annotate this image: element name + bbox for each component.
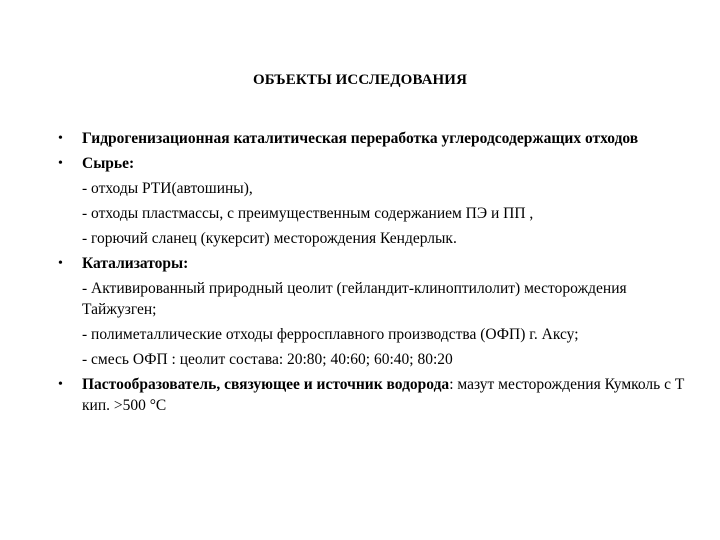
sub-item: - Активированный природный цеолит (гейландит-клиноптилолит) месторождения Тайжузген; — [82, 280, 627, 318]
catalysts-sublist — [58, 278, 698, 370]
item-heading: Гидрогенизационная каталитическая переработка углеродсодержащих отходов — [82, 130, 639, 147]
bullet-icon: • — [58, 156, 63, 171]
slide-content — [58, 128, 698, 416]
sub-item: - отходы пластмассы, с преимущественным содержанием ПЭ и ПП , — [82, 205, 534, 222]
slide-title: ОБЪЕКТЫ ИССЛЕДОВАНИЯ — [252, 72, 468, 88]
list-item-catalysts — [58, 253, 698, 274]
item-rest-text: : мазут месторождения Кумколь с Т кип. >500 °С — [82, 376, 685, 414]
raw-materials-sublist — [58, 178, 698, 249]
sub-item: - полиметаллические отходы ферросплавного производства (ОФП) г. Аксу; — [82, 326, 579, 343]
list-item-paste-former — [58, 374, 698, 416]
sub-item: - отходы РТИ(автошины), — [82, 180, 253, 197]
bullet-icon: • — [58, 256, 63, 271]
item-heading: Пастообразователь, связующее и источник водорода — [82, 376, 450, 393]
sub-item: - горючий сланец (кукерсит) месторождения Кендерлык. — [82, 230, 457, 247]
item-heading: Катализаторы: — [82, 255, 189, 272]
bullet-icon: • — [58, 131, 63, 146]
sub-item: - смесь ОФП : цеолит состава: 20:80; 40:60; 60:40; 80:20 — [82, 351, 453, 368]
bullet-icon: • — [58, 377, 63, 392]
list-item-processing — [58, 128, 698, 149]
item-heading: Сырье: — [82, 155, 135, 172]
list-item-raw-materials — [58, 153, 698, 174]
